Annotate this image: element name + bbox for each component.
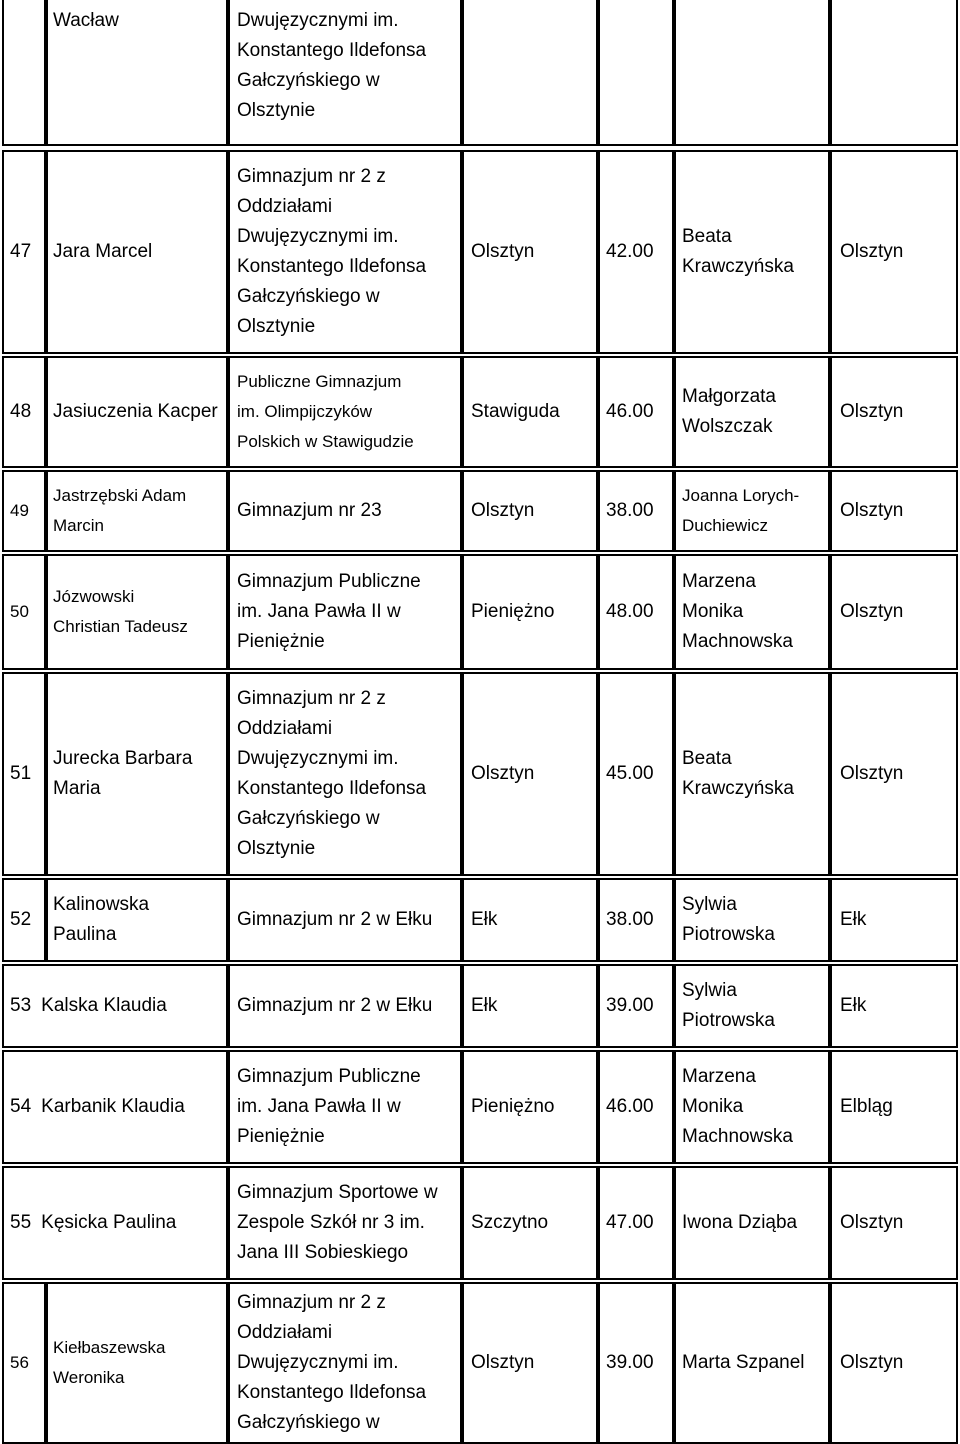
number-cell (2, 470, 46, 552)
points-text: 39.00 (606, 1352, 654, 1373)
name-cell (46, 554, 228, 670)
name-text: Jastrzębski Adam Marcin (53, 486, 187, 535)
name-cell (46, 1282, 228, 1444)
number-name-cell (2, 964, 228, 1048)
number-cell (2, 1282, 46, 1444)
city-text: Ełk (471, 995, 498, 1016)
region-cell (830, 1166, 958, 1280)
city-text: Szczytno (471, 1212, 549, 1233)
teacher-text: Marzena Monika Machnowska (682, 571, 793, 652)
teacher-text: Iwona Dziąba (682, 1212, 798, 1233)
number-text: 50 (10, 602, 29, 621)
teacher-text: Małgorzata Wolszczak (682, 386, 776, 437)
points-text: 46.00 (606, 401, 654, 422)
teacher-cell (674, 356, 830, 468)
name-cell (46, 672, 228, 876)
city-text: Olsztyn (471, 763, 535, 784)
table-row (0, 554, 960, 670)
number-cell (2, 878, 46, 962)
table-row (0, 964, 960, 1048)
name-text: Jurecka Barbara Maria (53, 748, 193, 799)
city-text: Pieniężno (471, 1096, 555, 1117)
school-text: Publiczne Gimnazjum im. Olimpijczyków Polskich w Stawigudzie (237, 372, 414, 451)
teacher-cell (674, 964, 830, 1048)
school-cell (228, 672, 462, 876)
points-cell (598, 0, 674, 146)
teacher-text: Beata Krawczyńska (682, 748, 794, 799)
points-cell (598, 554, 674, 670)
city-cell (462, 0, 598, 146)
city-text: Pieniężno (471, 601, 555, 622)
teacher-cell (674, 1050, 830, 1164)
city-text: Olsztyn (471, 241, 535, 262)
school-cell (228, 356, 462, 468)
city-text: Olsztyn (471, 500, 535, 521)
region-cell (830, 150, 958, 354)
number-name-cell (2, 1166, 228, 1280)
school-cell (228, 1050, 462, 1164)
table-row (0, 470, 960, 552)
city-cell (462, 470, 598, 552)
region-cell (830, 0, 958, 146)
points-cell (598, 150, 674, 354)
number-text: 52 (10, 909, 32, 930)
teacher-cell (674, 470, 830, 552)
number-cell (2, 0, 46, 146)
school-text: Gimnazjum Sportowe w Zespole Szkół nr 3 im. Jana III Sobieskiego (237, 1182, 438, 1263)
number-cell (2, 554, 46, 670)
points-text: 45.00 (606, 763, 654, 784)
name-cell (46, 356, 228, 468)
name-text: Karbanik Klaudia (41, 1096, 185, 1117)
points-cell (598, 356, 674, 468)
region-text: Olsztyn (840, 500, 904, 521)
school-cell (228, 470, 462, 552)
points-text: 39.00 (606, 995, 654, 1016)
number-text: 47 (10, 241, 32, 262)
name-cell (46, 150, 228, 354)
teacher-text: Sylwia Piotrowska (682, 894, 775, 945)
table-row (0, 878, 960, 962)
school-cell (228, 1282, 462, 1444)
points-text: 47.00 (606, 1212, 654, 1233)
points-cell (598, 1282, 674, 1444)
school-text: Gimnazjum nr 2 w Ełku (237, 909, 433, 930)
points-cell (598, 1050, 674, 1164)
school-cell (228, 150, 462, 354)
region-text: Olsztyn (840, 1212, 904, 1233)
city-cell (462, 356, 598, 468)
teacher-cell (674, 150, 830, 354)
school-text: Gimnazjum nr 2 z Oddziałami Dwujęzycznymi im. Konstantego Ildefonsa Gałczyńskiego w Olsztynie (237, 688, 427, 859)
region-cell (830, 1282, 958, 1444)
number-text: 49 (10, 501, 29, 520)
teacher-cell (674, 1166, 830, 1280)
points-cell (598, 1166, 674, 1280)
school-text: Dwujęzycznymi im. Konstantego Ildefonsa Gałczyńskiego w Olsztynie (237, 10, 427, 121)
teacher-text: Marta Szpanel (682, 1352, 805, 1373)
teacher-cell (674, 672, 830, 876)
name-text: Jasiuczenia Kacper (53, 401, 218, 422)
school-text: Gimnazjum nr 2 z Oddziałami Dwujęzycznymi im. Konstantego Ildefonsa Gałczyńskiego w (237, 1292, 427, 1433)
city-text: Olsztyn (471, 1352, 535, 1373)
number-text: 53 (10, 995, 32, 1016)
name-cell (46, 878, 228, 962)
table-row (0, 0, 960, 146)
school-text: Gimnazjum nr 23 (237, 500, 382, 521)
school-cell (228, 0, 462, 146)
name-text: Kalinowska Paulina (53, 894, 150, 945)
name-text: Józwowski Christian Tadeusz (53, 587, 188, 636)
number-text: 55 (10, 1212, 32, 1233)
city-cell (462, 1166, 598, 1280)
name-text: Kalska Klaudia (41, 995, 167, 1016)
points-text: 42.00 (606, 241, 654, 262)
points-text: 38.00 (606, 909, 654, 930)
region-text: Olsztyn (840, 763, 904, 784)
name-text: Wacław (53, 10, 119, 31)
region-text: Ełk (840, 909, 867, 930)
points-cell (598, 470, 674, 552)
points-cell (598, 964, 674, 1048)
table-row (0, 1282, 960, 1444)
name-cell (46, 0, 228, 146)
city-cell (462, 1282, 598, 1444)
name-text: Jara Marcel (53, 241, 153, 262)
region-text: Ełk (840, 995, 867, 1016)
number-text: 56 (10, 1353, 29, 1372)
points-cell (598, 672, 674, 876)
teacher-text: Beata Krawczyńska (682, 226, 794, 277)
teacher-cell (674, 878, 830, 962)
school-text: Gimnazjum nr 2 z Oddziałami Dwujęzycznymi im. Konstantego Ildefonsa Gałczyńskiego w Olsztynie (237, 166, 427, 337)
number-cell (2, 150, 46, 354)
city-text: Ełk (471, 909, 498, 930)
points-text: 46.00 (606, 1096, 654, 1117)
region-cell (830, 470, 958, 552)
city-cell (462, 964, 598, 1048)
school-text: Gimnazjum Publiczne im. Jana Pawła II w Pieniężnie (237, 1066, 421, 1147)
teacher-cell (674, 554, 830, 670)
number-name-cell (2, 1050, 228, 1164)
region-cell (830, 356, 958, 468)
school-cell (228, 1166, 462, 1280)
school-cell (228, 554, 462, 670)
number-cell (2, 356, 46, 468)
city-cell (462, 1050, 598, 1164)
region-text: Olsztyn (840, 1352, 904, 1373)
table-row (0, 150, 960, 354)
region-text: Olsztyn (840, 241, 904, 262)
table-row (0, 672, 960, 876)
points-text: 48.00 (606, 601, 654, 622)
city-cell (462, 150, 598, 354)
name-text: Kiełbaszewska Weronika (53, 1338, 166, 1387)
teacher-text: Sylwia Piotrowska (682, 980, 775, 1031)
table-row (0, 1050, 960, 1164)
region-cell (830, 1050, 958, 1164)
number-text: 51 (10, 763, 32, 784)
school-cell (228, 878, 462, 962)
city-cell (462, 672, 598, 876)
name-cell (46, 470, 228, 552)
school-text: Gimnazjum nr 2 w Ełku (237, 995, 433, 1016)
region-cell (830, 672, 958, 876)
teacher-cell (674, 1282, 830, 1444)
region-cell (830, 964, 958, 1048)
table-row (0, 1166, 960, 1280)
school-text: Gimnazjum Publiczne im. Jana Pawła II w Pieniężnie (237, 571, 421, 652)
teacher-cell (674, 0, 830, 146)
region-cell (830, 878, 958, 962)
city-text: Stawiguda (471, 401, 560, 422)
region-text: Elbląg (840, 1096, 893, 1117)
city-cell (462, 878, 598, 962)
table-row (0, 356, 960, 468)
school-cell (228, 964, 462, 1048)
number-text: 54 (10, 1096, 32, 1117)
region-cell (830, 554, 958, 670)
teacher-text: Joanna Lorych- Duchiewicz (682, 486, 800, 535)
number-cell (2, 672, 46, 876)
number-text: 48 (10, 401, 32, 422)
points-text: 38.00 (606, 500, 654, 521)
name-text: Kęsicka Paulina (41, 1212, 177, 1233)
region-text: Olsztyn (840, 601, 904, 622)
teacher-text: Marzena Monika Machnowska (682, 1066, 793, 1147)
points-cell (598, 878, 674, 962)
region-text: Olsztyn (840, 401, 904, 422)
city-cell (462, 554, 598, 670)
